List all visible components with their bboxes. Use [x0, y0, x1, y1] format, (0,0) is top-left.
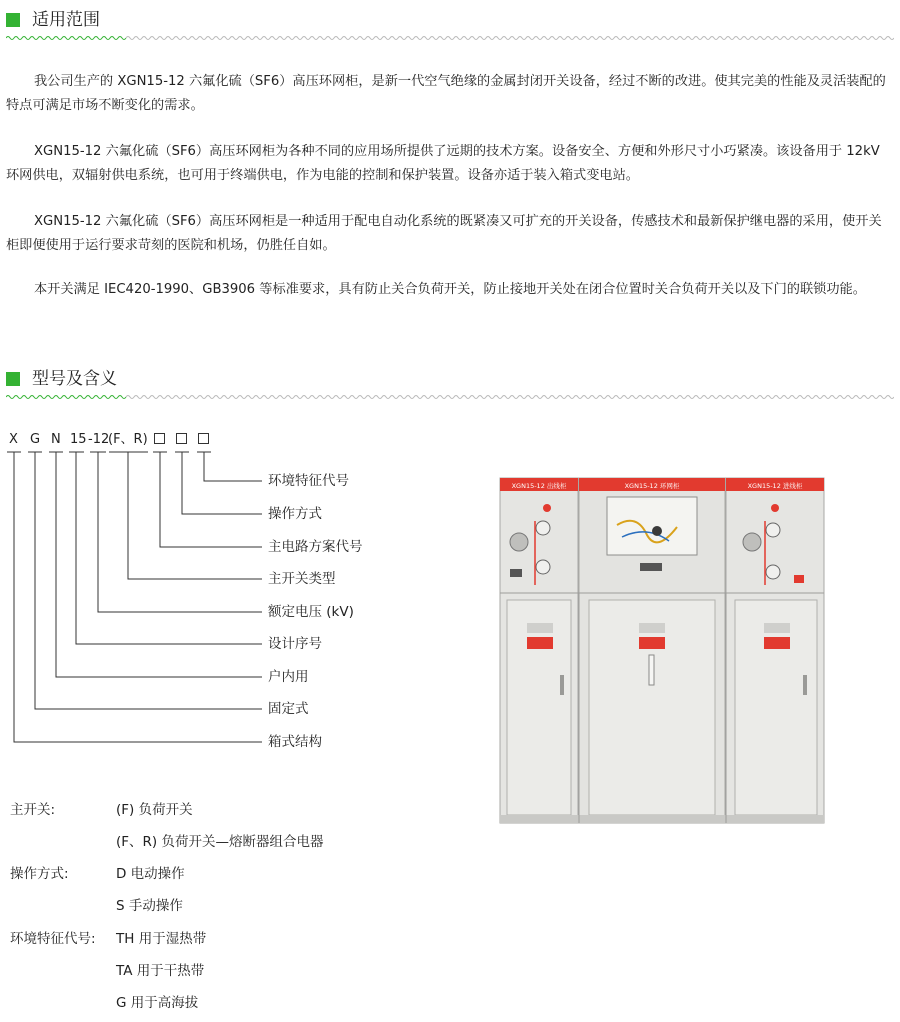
section-marker-icon: [6, 372, 20, 386]
note-main-switch-fr: (F、R) 负荷开关—熔断器组合电器: [116, 834, 324, 850]
note-operation-s: S 手动操作: [116, 898, 183, 914]
code-part-12: -12: [88, 432, 110, 447]
code-part-fr: (F、R): [108, 432, 148, 447]
switchgear-cabinet-image: [497, 475, 827, 837]
note-environment-label: 环境特征代号:: [10, 931, 96, 947]
code-part-n: N: [51, 432, 61, 447]
note-environment-ta: TA 用于干热带: [116, 963, 205, 979]
note-environment-th: TH 用于湿热带: [116, 931, 207, 947]
note-environment-g: G 用于高海拔: [116, 995, 199, 1011]
section-marker-icon: [6, 13, 20, 27]
legend-indoor: 户内用: [268, 669, 309, 685]
legend-main-circuit: 主电路方案代号: [268, 539, 363, 555]
legend-box-structure: 箱式结构: [268, 734, 322, 750]
wavy-divider: [6, 35, 894, 41]
legend-design-serial: 设计序号: [268, 636, 322, 652]
wavy-divider: [6, 394, 894, 400]
note-main-switch-label: 主开关:: [10, 802, 56, 818]
panel-label-outgoing: XGN15-12 出线柜: [511, 482, 567, 490]
code-part-x: X: [9, 432, 18, 447]
note-main-switch-f: (F) 负荷开关: [116, 802, 193, 818]
section-title: 适用范围: [32, 10, 100, 30]
paragraph-2: XGN15-12 六氟化硫（SF6）高压环网柜为各种不同的应用场所提供了远期的技术方案。设备安全、方便和外形尺寸小巧紧凑。该设备用于 12kV 环网供电，双辐射供电系统，也可用于终端供电，作为电能的控制和保护装置。设备亦适于装入箱式变电站。: [6, 144, 880, 183]
panel-label-incoming: XGN15-12 进线柜: [747, 482, 803, 490]
legend-main-switch-type: 主开关类型: [268, 571, 336, 587]
legend-fixed: 固定式: [268, 701, 309, 717]
code-part-15: 15: [70, 432, 87, 447]
legend-rated-voltage: 额定电压 (kV): [268, 604, 354, 620]
note-operation-label: 操作方式:: [10, 866, 69, 882]
code-box-1: [154, 433, 165, 444]
legend-environment-code: 环境特征代号: [268, 473, 349, 489]
paragraph-4: 本开关满足 IEC420-1990、GB3906 等标准要求，具有防止关合负荷开关，防止接地开关处在闭合位置时关合负荷开关以及下门的联锁功能。: [34, 282, 866, 297]
code-box-2: [176, 433, 187, 444]
code-part-g: G: [30, 432, 41, 447]
legend-operation-mode: 操作方式: [268, 506, 322, 522]
code-box-3: [198, 433, 209, 444]
note-operation-d: D 电动操作: [116, 866, 185, 882]
section-title: 型号及含义: [32, 369, 117, 389]
paragraph-3: XGN15-12 六氟化硫（SF6）高压环网柜是一种适用于配电自动化系统的既紧凑又可扩充的开关设备，传感技术和最新保护继电器的采用，使开关柜即便使用于运行要求苛刻的医院和机场，仍胜任自如。: [6, 214, 882, 253]
panel-label-ring: XGN15-12 环网柜: [624, 482, 680, 490]
paragraph-1: 我公司生产的 XGN15-12 六氟化硫（SF6）高压环网柜，是新一代空气绝缘的金属封闭开关设备，经过不断的改进。使其完美的性能及灵活装配的特点可满足市场不断变化的需求。: [6, 74, 886, 113]
